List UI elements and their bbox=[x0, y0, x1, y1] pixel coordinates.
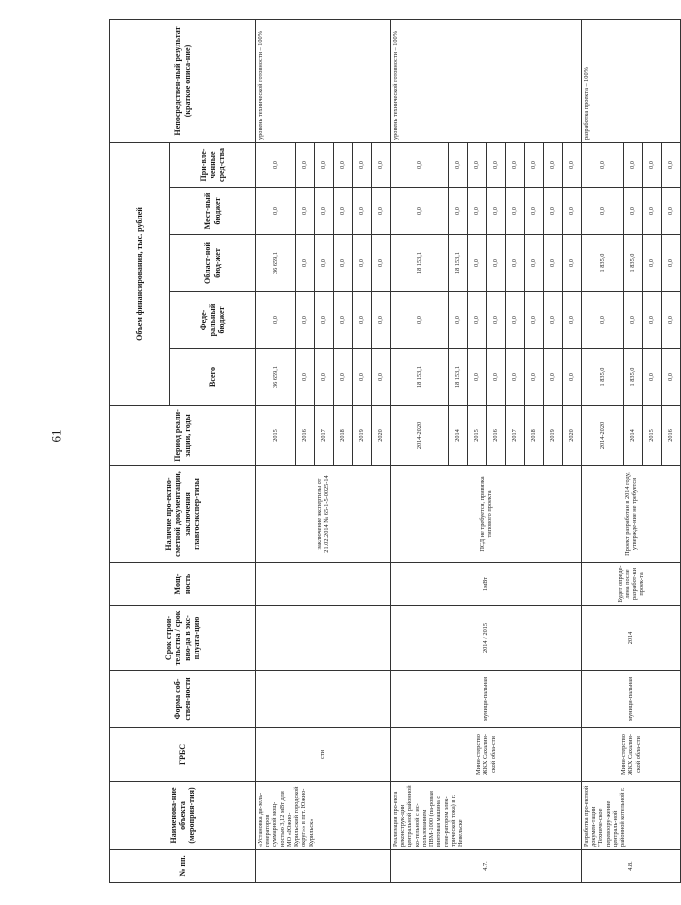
cell-local: 0,0 bbox=[256, 188, 296, 235]
cell-federal: 0,0 bbox=[563, 292, 582, 349]
header-local: Мест-ный бюджет bbox=[170, 188, 256, 235]
header-period: Период реали-зации, годы bbox=[110, 406, 256, 466]
cell-regional: 0,0 bbox=[487, 235, 506, 292]
cell-ownership: муници-пальная bbox=[582, 671, 681, 728]
header-regional: Област-ной бюд-жет bbox=[170, 235, 256, 292]
cell-attracted: 0,0 bbox=[296, 143, 315, 188]
cell-total: 0,0 bbox=[468, 349, 487, 406]
cell-federal: 0,0 bbox=[256, 292, 296, 349]
cell-total: 0,0 bbox=[563, 349, 582, 406]
header-total: Всего bbox=[170, 349, 256, 406]
cell-attracted: 0,0 bbox=[315, 143, 334, 188]
cell-federal: 0,0 bbox=[643, 292, 662, 349]
cell-attracted: 0,0 bbox=[391, 143, 449, 188]
cell-year: 2019 bbox=[544, 406, 563, 466]
cell-regional: 36 659,1 bbox=[256, 235, 296, 292]
cell-num bbox=[256, 850, 391, 883]
cell-local: 0,0 bbox=[582, 188, 624, 235]
header-funding: Объем финансирования, тыс. рублей bbox=[110, 143, 170, 406]
cell-total: 0,0 bbox=[525, 349, 544, 406]
cell-name: Разработка про-ектной докумен-тации "Техниче-ское перевоору-жение централь-ной районной котельной г. bbox=[582, 782, 681, 850]
cell-local: 0,0 bbox=[506, 188, 525, 235]
cell-year: 2015 bbox=[256, 406, 296, 466]
header-attracted: При-вле-ченные сред-ства bbox=[170, 143, 256, 188]
cell-local: 0,0 bbox=[449, 188, 468, 235]
cell-federal: 0,0 bbox=[468, 292, 487, 349]
cell-federal: 0,0 bbox=[662, 292, 681, 349]
cell-total: 0,0 bbox=[315, 349, 334, 406]
cell-year: 2017 bbox=[315, 406, 334, 466]
header-ownership: Форма соб-ствен-ности bbox=[110, 671, 256, 728]
header-name: Наименова-ние объекта (мероприя-тия) bbox=[110, 782, 256, 850]
table-body bbox=[256, 20, 681, 883]
cell-psd: ПСД не требуется, привязка типового проекта bbox=[391, 466, 582, 563]
header-deadline: Срок строи-тельства / срок вво-да в экс-плуата-цию bbox=[110, 606, 256, 671]
cell-total: 0,0 bbox=[544, 349, 563, 406]
cell-total: 18 153,1 bbox=[391, 349, 449, 406]
header-result: Непосредствен-ный результат (краткое описа-ние) bbox=[110, 20, 256, 143]
header-federal: Феде-ральный бюджет bbox=[170, 292, 256, 349]
cell-local: 0,0 bbox=[525, 188, 544, 235]
cell-attracted: 0,0 bbox=[353, 143, 372, 188]
cell-regional: 0,0 bbox=[468, 235, 487, 292]
cell-attracted: 0,0 bbox=[582, 143, 624, 188]
cell-grbs: Мини-стерство ЖКХ Сахалин-ской обла-сти bbox=[582, 728, 681, 782]
cell-deadline: 2014 / 2015 bbox=[391, 606, 582, 671]
cell-attracted: 0,0 bbox=[372, 143, 391, 188]
cell-attracted: 0,0 bbox=[334, 143, 353, 188]
cell-attracted: 0,0 bbox=[449, 143, 468, 188]
cell-federal: 0,0 bbox=[506, 292, 525, 349]
cell-regional: 0,0 bbox=[334, 235, 353, 292]
cell-attracted: 0,0 bbox=[506, 143, 525, 188]
cell-local: 0,0 bbox=[624, 188, 643, 235]
cell-local: 0,0 bbox=[296, 188, 315, 235]
cell-year: 2014-2020 bbox=[582, 406, 624, 466]
cell-total: 18 153,1 bbox=[449, 349, 468, 406]
cell-year: 2018 bbox=[334, 406, 353, 466]
cell-attracted: 0,0 bbox=[563, 143, 582, 188]
cell-year: 2016 bbox=[662, 406, 681, 466]
cell-psd: заключение экспертизы от 21.02.2014 № 65-1-5-0025-14 bbox=[256, 466, 391, 563]
cell-year: 2019 bbox=[353, 406, 372, 466]
header-capacity: Мощ-ность bbox=[110, 563, 256, 606]
cell-year: 2017 bbox=[506, 406, 525, 466]
cell-attracted: 0,0 bbox=[662, 143, 681, 188]
cell-regional: 0,0 bbox=[544, 235, 563, 292]
cell-capacity bbox=[256, 563, 391, 606]
cell-federal: 0,0 bbox=[372, 292, 391, 349]
cell-result: уровень технической готовности – 100% bbox=[391, 20, 582, 143]
table-row bbox=[256, 20, 296, 883]
cell-total: 0,0 bbox=[372, 349, 391, 406]
cell-grbs: сти bbox=[256, 728, 391, 782]
cell-attracted: 0,0 bbox=[468, 143, 487, 188]
cell-year: 2018 bbox=[525, 406, 544, 466]
cell-federal: 0,0 bbox=[624, 292, 643, 349]
page-number: 61 bbox=[48, 429, 64, 443]
cell-year: 2016 bbox=[296, 406, 315, 466]
cell-result: разработка проекта – 100% bbox=[582, 20, 681, 143]
cell-attracted: 0,0 bbox=[624, 143, 643, 188]
cell-regional: 18 153,1 bbox=[449, 235, 468, 292]
cell-regional: 0,0 bbox=[525, 235, 544, 292]
cell-capacity: Будет опреде-лена после разработ-ки проек-та bbox=[582, 563, 681, 606]
cell-year: 2020 bbox=[372, 406, 391, 466]
cell-regional: 1 835,0 bbox=[624, 235, 643, 292]
cell-total: 0,0 bbox=[662, 349, 681, 406]
table-row bbox=[391, 20, 449, 883]
cell-regional: 0,0 bbox=[353, 235, 372, 292]
cell-regional: 0,0 bbox=[643, 235, 662, 292]
cell-ownership bbox=[256, 671, 391, 728]
cell-local: 0,0 bbox=[372, 188, 391, 235]
cell-total: 36 659,1 bbox=[256, 349, 296, 406]
cell-capacity: 1мВт bbox=[391, 563, 582, 606]
cell-local: 0,0 bbox=[334, 188, 353, 235]
cell-year: 2015 bbox=[468, 406, 487, 466]
cell-total: 0,0 bbox=[296, 349, 315, 406]
cell-local: 0,0 bbox=[487, 188, 506, 235]
cell-regional: 1 835,0 bbox=[582, 235, 624, 292]
rotated-table-wrapper bbox=[109, 20, 675, 883]
cell-local: 0,0 bbox=[468, 188, 487, 235]
cell-local: 0,0 bbox=[643, 188, 662, 235]
cell-attracted: 0,0 bbox=[256, 143, 296, 188]
cell-grbs: Мини-стерство ЖКХ Сахалин-ской обла-сти bbox=[391, 728, 582, 782]
cell-federal: 0,0 bbox=[353, 292, 372, 349]
cell-psd: Проект разработан в 2014 году, утвержде-ние не требуется bbox=[582, 466, 681, 563]
cell-name: Реализация про-екта реконструк-ции центральной районной ко-тельной с ис-пользованием ПВМ-1000 (па-ровая винтовая машина с гене-ратором элек-трической тока) в г. Невельске bbox=[391, 782, 582, 850]
cell-local: 0,0 bbox=[662, 188, 681, 235]
cell-deadline: 2014 bbox=[582, 606, 681, 671]
cell-total: 1 835,0 bbox=[624, 349, 643, 406]
cell-federal: 0,0 bbox=[449, 292, 468, 349]
header-psd: Наличие про-ектно-сметной документации, заключения главгосэкспер-тизы bbox=[110, 466, 256, 563]
cell-federal: 0,0 bbox=[487, 292, 506, 349]
cell-attracted: 0,0 bbox=[525, 143, 544, 188]
cell-local: 0,0 bbox=[563, 188, 582, 235]
cell-deadline bbox=[256, 606, 391, 671]
cell-attracted: 0,0 bbox=[487, 143, 506, 188]
cell-ownership: муници-пальная bbox=[391, 671, 582, 728]
funding-table bbox=[109, 19, 681, 883]
cell-local: 0,0 bbox=[544, 188, 563, 235]
cell-name: «Установка ди-зель-генераторов суммарной мощ-ностью 3,12 мВт для МО «Южно-Курильский городской округ»» в пгт. Южно-Курильск» bbox=[256, 782, 391, 850]
cell-total: 0,0 bbox=[353, 349, 372, 406]
cell-federal: 0,0 bbox=[391, 292, 449, 349]
cell-regional: 18 153,1 bbox=[391, 235, 449, 292]
cell-year: 2020 bbox=[563, 406, 582, 466]
cell-year: 2014 bbox=[624, 406, 643, 466]
cell-local: 0,0 bbox=[353, 188, 372, 235]
cell-federal: 0,0 bbox=[334, 292, 353, 349]
header-num: № пп. bbox=[110, 850, 256, 883]
cell-year: 2015 bbox=[643, 406, 662, 466]
cell-federal: 0,0 bbox=[315, 292, 334, 349]
cell-federal: 0,0 bbox=[525, 292, 544, 349]
cell-federal: 0,0 bbox=[544, 292, 563, 349]
cell-regional: 0,0 bbox=[315, 235, 334, 292]
cell-total: 0,0 bbox=[643, 349, 662, 406]
cell-local: 0,0 bbox=[315, 188, 334, 235]
cell-attracted: 0,0 bbox=[643, 143, 662, 188]
cell-year: 2014 bbox=[449, 406, 468, 466]
cell-local: 0,0 bbox=[391, 188, 449, 235]
cell-total: 0,0 bbox=[506, 349, 525, 406]
cell-result: уровень технической готовности – 100% bbox=[256, 20, 391, 143]
cell-total: 0,0 bbox=[487, 349, 506, 406]
cell-regional: 0,0 bbox=[662, 235, 681, 292]
cell-attracted: 0,0 bbox=[544, 143, 563, 188]
cell-federal: 0,0 bbox=[582, 292, 624, 349]
cell-total: 1 835,0 bbox=[582, 349, 624, 406]
cell-regional: 0,0 bbox=[563, 235, 582, 292]
cell-regional: 0,0 bbox=[296, 235, 315, 292]
cell-num: 4.8. bbox=[582, 850, 681, 883]
cell-year: 2016 bbox=[487, 406, 506, 466]
cell-federal: 0,0 bbox=[296, 292, 315, 349]
cell-regional: 0,0 bbox=[372, 235, 391, 292]
cell-total: 0,0 bbox=[334, 349, 353, 406]
cell-regional: 0,0 bbox=[506, 235, 525, 292]
table-row bbox=[582, 20, 624, 883]
header-grbs: ГРБС bbox=[110, 728, 256, 782]
cell-num: 4.7. bbox=[391, 850, 582, 883]
cell-year: 2014-2020 bbox=[391, 406, 449, 466]
